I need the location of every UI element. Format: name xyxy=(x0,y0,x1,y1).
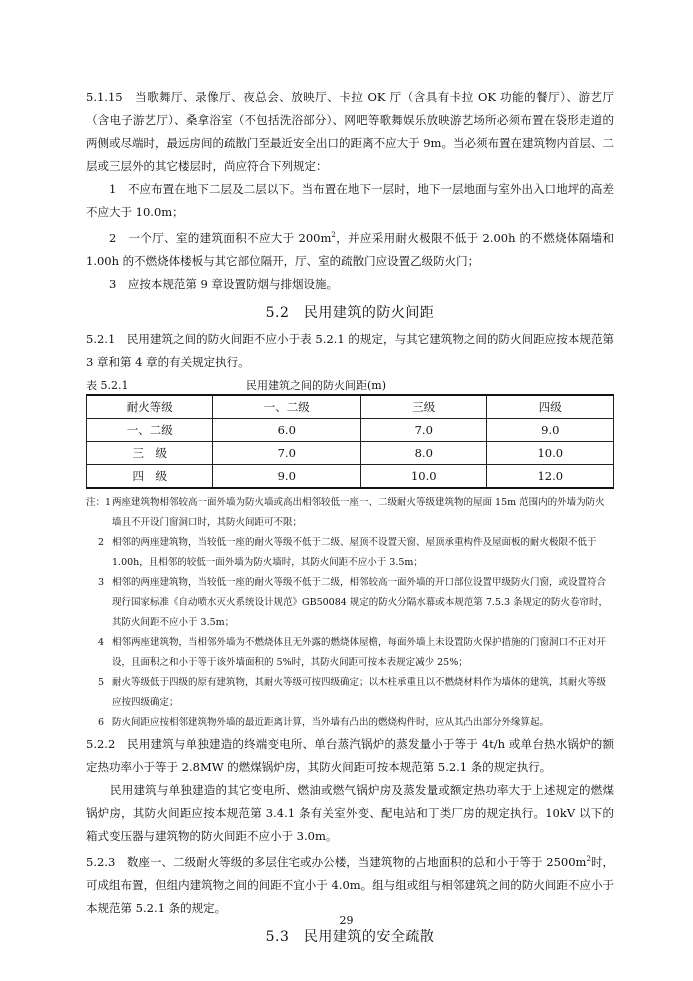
table-cell: 7.0 xyxy=(213,441,361,464)
clause-5-1-15-item-1: 1 不应布置在地下二层及二层以下。当布置在地下一层时，地下一层地面与室外出入口地坪的高差不应大于 10.0m； xyxy=(86,182,614,219)
table-title: 民用建筑之间的防火间距(m) xyxy=(246,378,387,392)
note-text: 相邻的两座建筑物，当较低一座的耐火等级不低于二级、屋顶不设置天窗、屋顶承重构件及屋面板的耐火极限不低于 1.00h，且相邻的较低一面外墙为防火墙时，其防火间距不应小于 3.5m； xyxy=(112,536,597,568)
superscript-2: 2 xyxy=(586,854,591,863)
table-header-cell: 一、二级 xyxy=(213,395,361,419)
clause-5-2-3-part-a: 5.2.3 数座一、二级耐火等级的多层住宅或办公楼，当建筑物的占地面积的总和小于等于 2500m xyxy=(86,854,587,869)
table-cell: 9.0 xyxy=(487,418,614,441)
note-number: 3 xyxy=(97,576,104,588)
table-row xyxy=(87,464,614,488)
clause-5-2-2-paragraph-2: 民用建筑与单独建造的其它变电所、燃油或燃气锅炉房及蒸发量或额定热功率大于上述规定的燃煤锅炉房，其防火间距应按本规范第 3.4.1 条有关室外变、配电站和丁类厂房的规定执行。10kV 以下的箱式变压器与建筑物的防火间距不应小于 3.0m。 xyxy=(86,782,614,843)
clause-5-1-15: 5.1.15 当歌舞厅、录像厅、夜总会、放映厅、卡拉 OK 厅（含具有卡拉 OK 功能的餐厅）、游艺厅（含电子游艺厅）、桑拿浴室（不包括洗浴部分）、网吧等歌舞娱乐放映游艺场所必须布置在袋形走道的两侧或尽端时，最远房间的疏散门至最近安全出口的距离不应大于 9m。当必须布置在建筑物内首层、二层或三层外的其它楼层时，尚应符合下列规定： xyxy=(86,90,614,173)
clause-5-2-1: 5.2.1 民用建筑之间的防火间距不应小于表 5.2.1 的规定，与其它建筑物之间的防火间距应按本规范第 3 章和第 4 章的有关规定执行。 xyxy=(86,331,614,369)
section-heading-5-3: 5.3 民用建筑的安全疏散 xyxy=(265,928,435,945)
clause-5-2-2: 5.2.2 民用建筑与单独建造的终端变电所、单台蒸汽锅炉的蒸发量小于等于 4t/h 或单台热水锅炉的额定热功率小于等于 2.8MW 的燃煤锅炉房，其防火间距可按本规范第 5.2.1 条的规定执行。 xyxy=(86,736,614,774)
table-cell: 四 级 xyxy=(87,464,213,488)
table-cell: 9.0 xyxy=(213,464,361,488)
note-text: 耐火等级低于四级的原有建筑物，其耐火等级可按四级确定；以木柱承重且以不燃烧材料作为墙体的建筑，其耐火等级应按四级确定； xyxy=(112,676,607,708)
item-2-part-b: ，并应采用耐火极限不低于 2.00h 的不燃烧体隔墙和 1.00h 的不燃烧体楼板与其它部位隔开，厅、室的疏散门应设置乙级防火门； xyxy=(86,230,614,268)
table-header-cell: 耐火等级 xyxy=(87,395,213,419)
table-cell: 三 级 xyxy=(87,441,213,464)
table-caption xyxy=(86,376,614,394)
document-body xyxy=(86,86,614,952)
note-number: 4 xyxy=(97,636,104,648)
note-text: 相邻两座建筑物，当相邻外墙为不燃烧体且无外露的燃烧体屋檐，每面外墙上未设置防火保护措施的门窗洞口不正对开设，且面积之和小于等于该外墙面积的 5%时，其防火间距可按本表规定减少 25%； xyxy=(112,636,607,668)
note-item xyxy=(86,533,614,573)
superscript-2: 2 xyxy=(331,231,336,239)
table-row xyxy=(87,418,614,441)
table-cell: 10.0 xyxy=(487,441,614,464)
note-text: 防火间距应按相邻建筑物外墙的最近距离计算，当外墙有凸出的燃烧构件时，应从其凸出部分外缘算起。 xyxy=(112,716,550,728)
note-text: 相邻的两座建筑物，当较低一座的耐火等级不低于二级，相邻较高一面外墙的开口部位设置甲级防火门窗，或设置符合现行国家标准《自动喷水灭火系统设计规范》GB50084 规定的防火分隔水幕或本规范第 7.5.3 条规定的防火卷帘时，其防火间距不应小于 3.5m； xyxy=(112,576,609,628)
clause-5-1-15-item-2 xyxy=(86,224,614,273)
table-row xyxy=(87,441,614,464)
item-2-part-a: 2 一个厅、室的建筑面积不应大于 200m xyxy=(109,230,332,245)
table-header-cell: 四级 xyxy=(487,395,614,419)
table-cell: 10.0 xyxy=(361,464,487,488)
clause-5-2-3 xyxy=(86,848,614,920)
note-number: 5 xyxy=(97,676,104,688)
table-header-cell: 三级 xyxy=(361,395,487,419)
table-number: 表 5.2.1 xyxy=(86,378,129,392)
table-notes xyxy=(86,493,614,733)
note-text: 两座建筑物相邻较高一面外墙为防火墙或高出相邻较低一座一、二级耐火等级建筑物的屋面 15m 范围内的外墙为防火墙且不开设门窗洞口时，其防火间距可不限； xyxy=(112,496,605,528)
note-item xyxy=(86,493,614,533)
table-cell: 一、二级 xyxy=(87,418,213,441)
note-item xyxy=(86,673,614,713)
table-header-row xyxy=(87,395,614,419)
table-cell: 12.0 xyxy=(487,464,614,488)
note-number: 2 xyxy=(97,536,104,548)
note-number: 6 xyxy=(97,716,104,728)
table-cell: 6.0 xyxy=(213,418,361,441)
section-heading-5-2: 5.2 民用建筑的防火间距 xyxy=(265,304,435,321)
fire-separation-table xyxy=(86,394,614,489)
note-item xyxy=(86,633,614,673)
page-number: 29 xyxy=(339,914,354,927)
table-cell: 7.0 xyxy=(361,418,487,441)
table-cell: 8.0 xyxy=(361,441,487,464)
clause-5-1-15-item-3: 3 应按本规范第 9 章设置防烟与排烟设施。 xyxy=(109,276,338,291)
note-item xyxy=(86,713,614,733)
clause-5-2-3-part-b: 时，可成组布置，但组内建筑物之间的间距不宜小于 4.0m。组与组或组与相邻建筑之间的防火间距不应小于本规范第 5.2.1 条的规定。 xyxy=(86,854,615,915)
note-item xyxy=(86,573,614,633)
note-number: 注：1 xyxy=(86,496,112,508)
